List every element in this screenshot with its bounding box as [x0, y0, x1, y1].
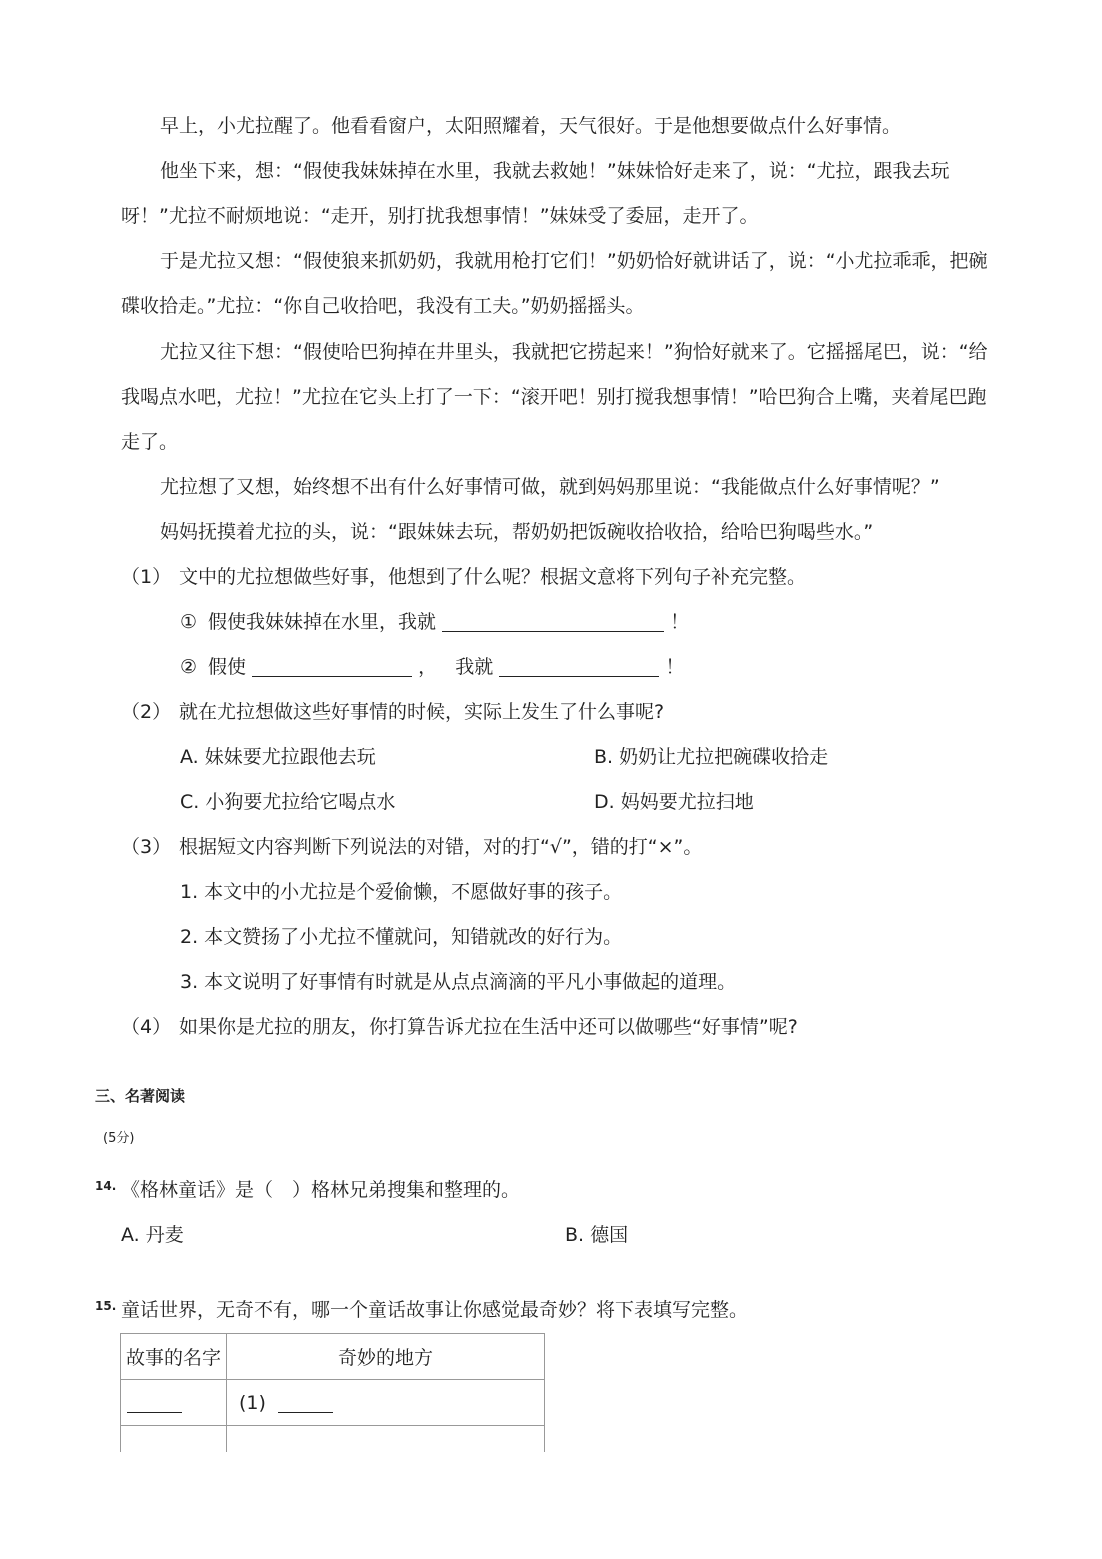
q1-item-2	[180, 653, 684, 681]
story-name-cell[interactable]	[121, 1380, 227, 1426]
question-text: 如果你是尤拉的朋友，你打算告诉尤拉在生活中还可以做哪些“好事情”呢?	[179, 1016, 798, 1038]
q1-item-1	[180, 608, 689, 636]
wonder-cell[interactable]	[227, 1426, 545, 1453]
item-text: ，	[418, 656, 438, 678]
question-number: （3）	[121, 836, 172, 858]
question-text: 根据短文内容判断下列说法的对错，对的打“√”，错的打“×”。	[179, 836, 703, 858]
question-14-text: 《格林童话》是（ ）格林兄弟搜集和整理的。	[121, 1179, 521, 1201]
story-name-cell[interactable]	[121, 1426, 227, 1453]
passage-paragraph: 于是尤拉又想：“假使狼来抓奶奶，我就用枪打它们！”奶奶恰好就讲话了，说：“小尤拉乖乖，把碗	[160, 250, 988, 272]
wonder-cell[interactable]	[227, 1380, 545, 1426]
answer-blank[interactable]	[499, 654, 659, 677]
table-header-wonder: 奇妙的地方	[227, 1334, 545, 1380]
statement-3: 3. 本文说明了好事情有时就是从点点滴滴的平凡小事做起的道理。	[180, 971, 737, 993]
passage-paragraph: 呀！”尤拉不耐烦地说：“走开，别打扰我想事情！”妹妹受了委屈，走开了。	[121, 205, 759, 227]
section-score: (5分)	[103, 1131, 135, 1146]
question-number: 14.	[95, 1179, 117, 1193]
item-end: ！	[670, 611, 690, 633]
answer-blank[interactable]	[252, 654, 412, 677]
option-c[interactable]: C. 小狗要尤拉给它喝点水	[180, 791, 396, 813]
question-15-text: 童话世界，无奇不有，哪一个童话故事让你感觉最奇妙？将下表填写完整。	[121, 1299, 749, 1321]
story-table	[120, 1333, 545, 1452]
question-number: （4）	[121, 1016, 172, 1038]
question-number: 15.	[95, 1299, 117, 1313]
circled-two-marker: ②	[180, 656, 198, 678]
question-1	[121, 563, 806, 591]
passage-paragraph: 尤拉想了又想，始终想不出有什么好事情可做，就到妈妈那里说：“我能做点什么好事情呢？”	[160, 476, 940, 498]
question-2	[121, 698, 664, 726]
question-text: 文中的尤拉想做些好事，他想到了什么呢？根据文意将下列句子补充完整。	[179, 566, 807, 588]
question-3	[121, 833, 702, 861]
passage-paragraph: 我喝点水吧，尤拉！”尤拉在它头上打了一下：“滚开吧！别打搅我想事情！”哈巴狗合上嘴，夹着尾巴跑	[121, 386, 987, 408]
option-b[interactable]: B. 德国	[565, 1224, 629, 1246]
item-end: ！	[665, 656, 685, 678]
passage-paragraph: 早上，小尤拉醒了。他看看窗户，太阳照耀着，天气很好。于是他想要做点什么好事情。	[160, 115, 902, 137]
answer-blank[interactable]	[442, 609, 664, 632]
table-header-story-name: 故事的名字	[121, 1334, 227, 1380]
passage-paragraph: 尤拉又往下想：“假使哈巴狗掉在井里头，我就把它捞起来！”狗恰好就来了。它摇摇尾巴，说：“给	[160, 341, 988, 363]
answer-blank[interactable]	[278, 1392, 333, 1413]
item-text: 假使	[208, 656, 247, 678]
statement-2: 2. 本文赞扬了小尤拉不懂就问，知错就改的好行为。	[180, 926, 623, 948]
option-d[interactable]: D. 妈妈要尤拉扫地	[594, 791, 754, 813]
option-b[interactable]: B. 奶奶让尤拉把碗碟收拾走	[594, 746, 829, 768]
passage-paragraph: 碟收拾走。”尤拉：“你自己收拾吧，我没有工夫。”奶奶摇摇头。	[121, 295, 645, 317]
statement-1: 1. 本文中的小尤拉是个爱偷懒，不愿做好事的孩子。	[180, 881, 623, 903]
question-number: （2）	[121, 701, 172, 723]
passage-paragraph: 他坐下来，想：“假使我妹妹掉在水里，我就去救她！”妹妹恰好走来了，说：“尤拉，跟我去玩	[160, 160, 950, 182]
question-text: 就在尤拉想做这些好事情的时候，实际上发生了什么事呢?	[179, 701, 665, 723]
question-number: （1）	[121, 566, 172, 588]
answer-blank[interactable]	[127, 1392, 182, 1413]
passage-paragraph: 妈妈抚摸着尤拉的头，说：“跟妹妹去玩，帮奶奶把饭碗收拾收拾，给哈巴狗喝些水。”	[160, 521, 874, 543]
item-text: 我就	[455, 656, 494, 678]
question-4	[121, 1013, 798, 1041]
circled-one-marker: ①	[180, 611, 198, 633]
section-title: 三、名著阅读	[95, 1087, 186, 1105]
option-a[interactable]: A. 丹麦	[121, 1224, 184, 1246]
passage-paragraph: 走了。	[121, 431, 179, 453]
option-a[interactable]: A. 妹妹要尤拉跟他去玩	[180, 746, 376, 768]
item-text: 假使我妹妹掉在水里，我就	[208, 611, 437, 633]
row-label: (1)	[239, 1391, 266, 1414]
